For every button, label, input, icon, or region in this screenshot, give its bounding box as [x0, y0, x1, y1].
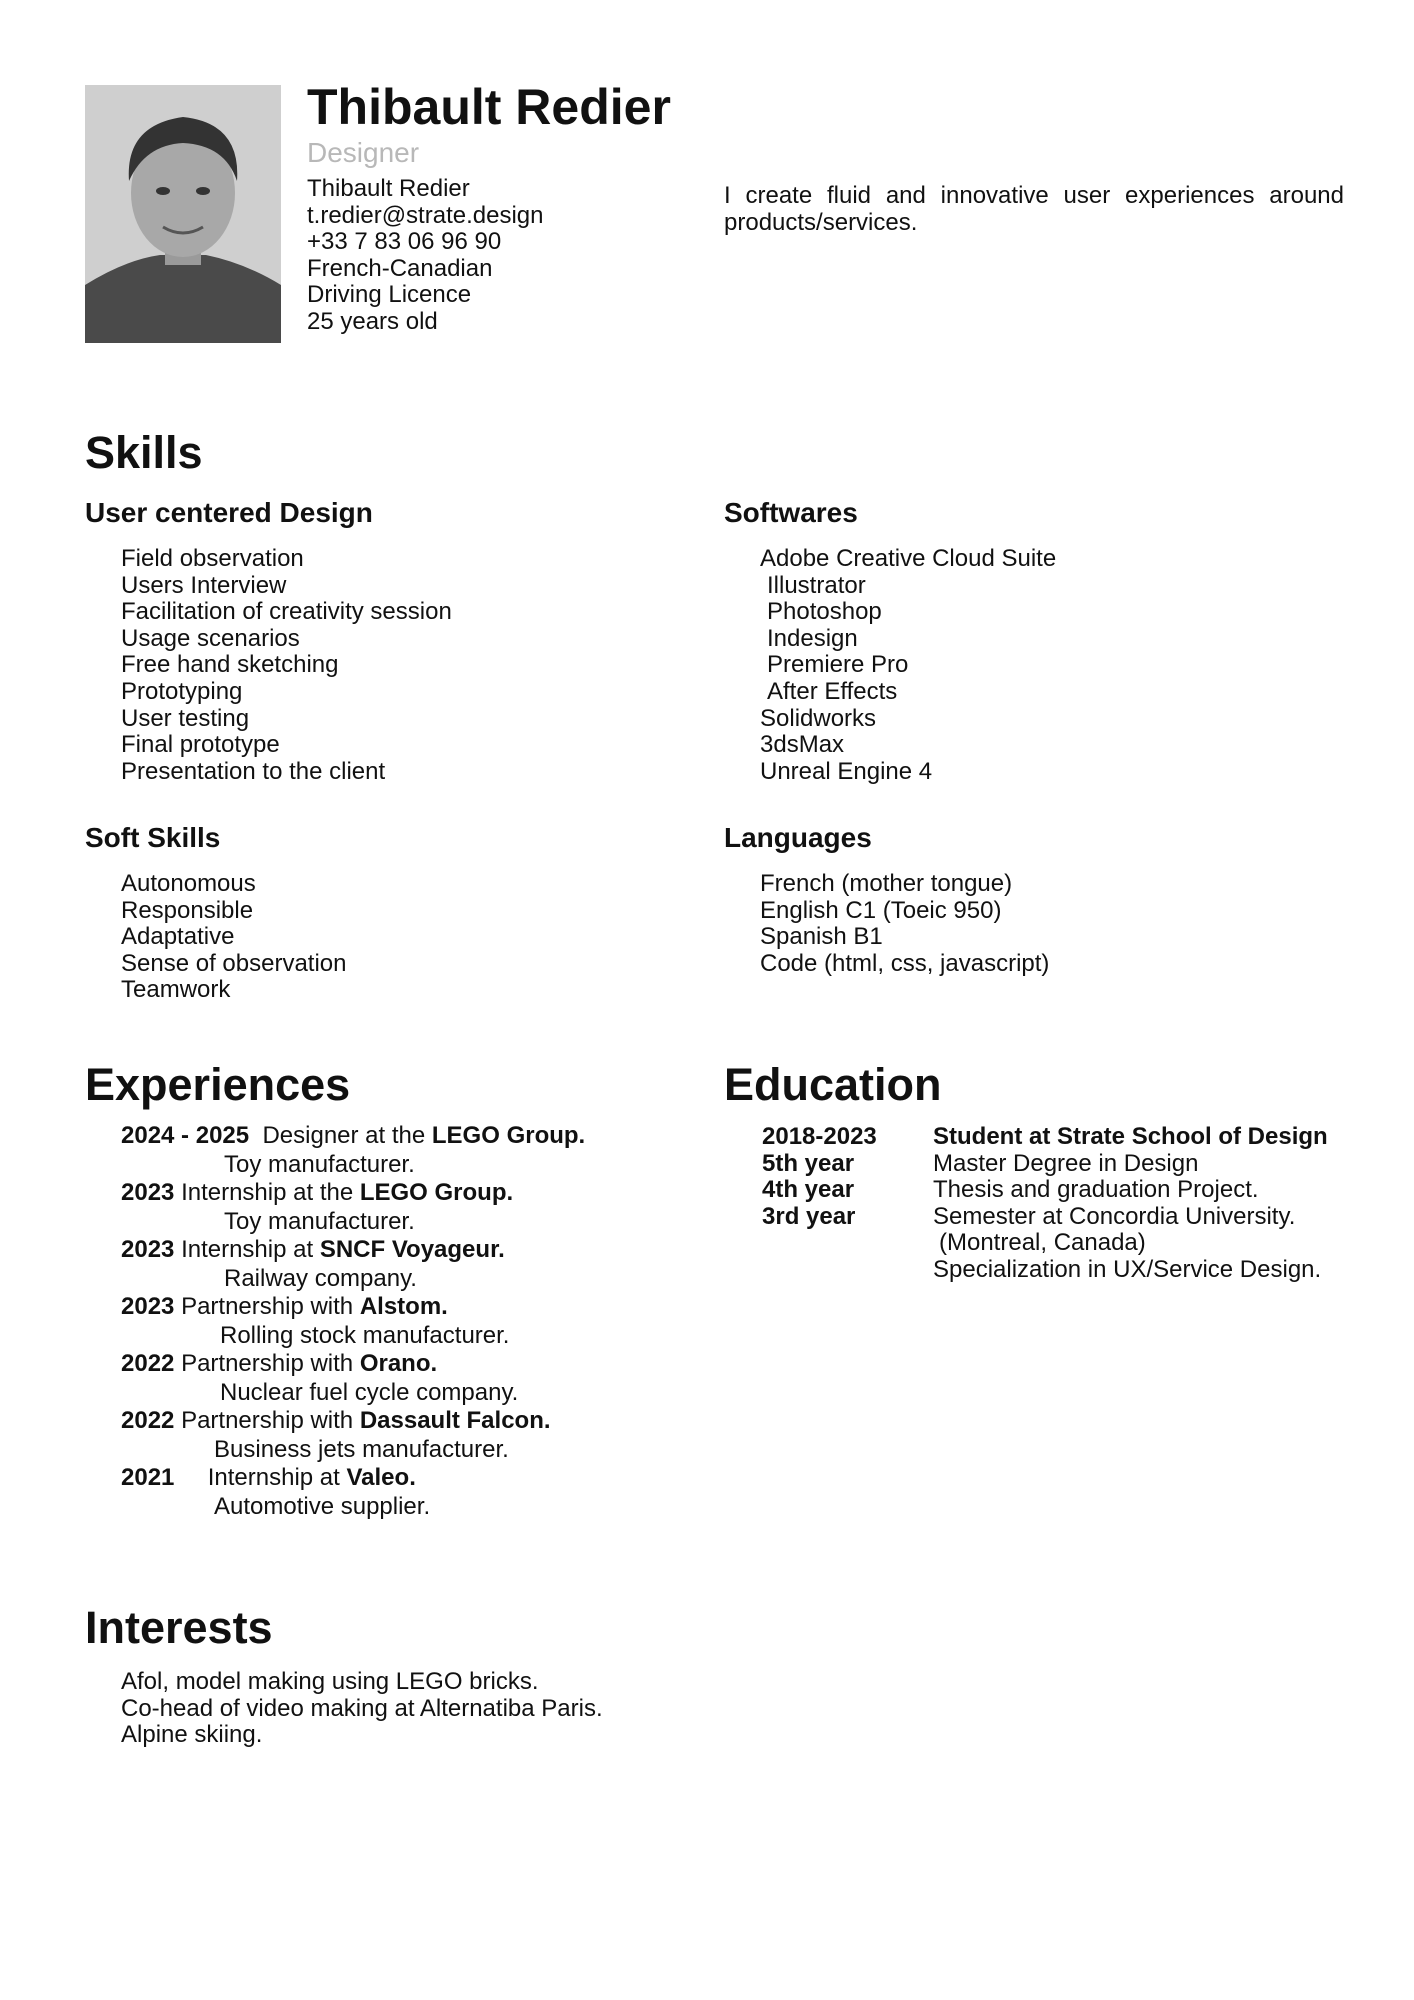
- experience-org: SNCF Voyageur.: [319, 1236, 505, 1263]
- education-details: [933, 1124, 1353, 1284]
- experience-item: [121, 1236, 585, 1293]
- experience-org: Dassault Falcon.: [359, 1407, 551, 1434]
- list-item: Teamwork: [121, 976, 231, 1004]
- list-item: Unreal Engine 4: [760, 757, 933, 785]
- education-line: Student at Strate School of Design: [933, 1123, 1328, 1150]
- list-item: Spanish B1: [760, 923, 883, 951]
- experience-text: Partnership with: [181, 1350, 360, 1377]
- experience-item: [121, 1350, 585, 1407]
- soft-skills-heading: Soft Skills: [85, 822, 221, 853]
- contact-email[interactable]: t.redier@strate.design: [307, 201, 544, 229]
- list-item: Photoshop: [767, 598, 882, 626]
- list-item: Adaptative: [121, 923, 235, 951]
- experience-desc: Rolling stock manufacturer.: [220, 1321, 510, 1349]
- list-item: Facilitation of creativity session: [121, 598, 452, 626]
- education-year: 4th year: [762, 1176, 855, 1204]
- list-item: Code (html, css, javascript): [760, 949, 1050, 977]
- person-role: Designer: [307, 137, 420, 168]
- interests-list: [121, 1669, 603, 1749]
- experiences-list: [121, 1122, 585, 1521]
- experience-desc: Automotive supplier.: [214, 1492, 431, 1520]
- experience-item: [121, 1122, 585, 1179]
- softwares-list: [760, 546, 1056, 785]
- list-item: Alpine skiing.: [121, 1721, 263, 1749]
- experience-org: Orano.: [359, 1350, 438, 1377]
- interests-heading: Interests: [85, 1602, 273, 1653]
- experience-org: LEGO Group.: [431, 1122, 586, 1149]
- list-item: Users Interview: [121, 571, 287, 599]
- experience-year: 2022: [121, 1350, 175, 1377]
- education-year: 2018-2023: [762, 1123, 877, 1150]
- list-item: Final prototype: [121, 731, 280, 759]
- list-item: Presentation to the client: [121, 757, 386, 785]
- portrait-image: [85, 85, 281, 343]
- experience-org: Valeo.: [346, 1464, 416, 1491]
- experience-text: Internship at: [207, 1464, 347, 1491]
- profile-photo: [85, 85, 281, 343]
- experience-year: 2023: [121, 1236, 175, 1263]
- list-item: Sense of observation: [121, 949, 347, 977]
- contact-name: Thibault Redier: [307, 175, 470, 202]
- list-item: Solidworks: [760, 704, 877, 732]
- experience-org: Alstom.: [359, 1293, 448, 1320]
- experience-desc: Toy manufacturer.: [224, 1150, 415, 1178]
- experience-item: [121, 1407, 585, 1464]
- contact-phone[interactable]: +33 7 83 06 96 90: [307, 228, 502, 256]
- soft-skills-list: [121, 871, 346, 1004]
- list-item: Afol, model making using LEGO bricks.: [121, 1668, 539, 1695]
- list-item: 3dsMax: [760, 731, 845, 759]
- experience-year: 2023: [121, 1179, 175, 1206]
- education-line: Specialization in UX/Service Design.: [933, 1255, 1322, 1283]
- languages-list: [760, 871, 1049, 977]
- person-name: Thibault Redier: [307, 79, 671, 135]
- experience-text: Internship at the: [181, 1179, 360, 1206]
- list-item: Responsible: [121, 896, 254, 924]
- contact-age: 25 years old: [307, 307, 438, 335]
- list-item: Indesign: [767, 624, 858, 652]
- education-year: 5th year: [762, 1149, 855, 1177]
- list-item: French (mother tongue): [760, 870, 1013, 897]
- list-item: Prototyping: [121, 677, 243, 705]
- list-item: Illustrator: [767, 571, 866, 599]
- education-line: (Montreal, Canada): [939, 1229, 1146, 1257]
- experience-org: LEGO Group.: [359, 1179, 514, 1206]
- experience-desc: Business jets manufacturer.: [214, 1435, 509, 1463]
- experience-desc: Toy manufacturer.: [224, 1207, 415, 1235]
- experience-year: 2024 - 2025: [121, 1122, 250, 1149]
- contact-licence: Driving Licence: [307, 281, 472, 309]
- list-item: Premiere Pro: [767, 651, 909, 679]
- list-item: After Effects: [767, 677, 898, 705]
- list-item: Free hand sketching: [121, 651, 339, 679]
- list-item: Co-head of video making at Alternatiba Paris.: [121, 1694, 603, 1722]
- experience-text: Designer at the: [262, 1122, 432, 1149]
- education-line: Thesis and graduation Project.: [933, 1176, 1259, 1204]
- list-item: Autonomous: [121, 870, 256, 897]
- experience-year: 2023: [121, 1293, 175, 1320]
- experience-text: Partnership with: [181, 1293, 360, 1320]
- list-item: Field observation: [121, 545, 304, 572]
- experience-desc: Nuclear fuel cycle company.: [220, 1378, 519, 1406]
- experience-item: [121, 1293, 585, 1350]
- experiences-heading: Experiences: [85, 1059, 351, 1110]
- experience-item: [121, 1464, 585, 1521]
- education-line: Master Degree in Design: [933, 1149, 1199, 1177]
- contact-info: [307, 176, 543, 336]
- list-item: English C1 (Toeic 950): [760, 896, 1002, 924]
- experience-text: Partnership with: [181, 1407, 360, 1434]
- experience-text: Internship at: [181, 1236, 320, 1263]
- softwares-heading: Softwares: [724, 497, 858, 528]
- ucd-heading: User centered Design: [85, 497, 373, 528]
- experience-year: 2021: [121, 1464, 175, 1491]
- skills-heading: Skills: [85, 427, 203, 478]
- list-item: Usage scenarios: [121, 624, 300, 652]
- education-line: Semester at Concordia University.: [933, 1202, 1296, 1230]
- experience-item: [121, 1179, 585, 1236]
- experience-year: 2022: [121, 1407, 175, 1434]
- languages-heading: Languages: [724, 822, 872, 853]
- education-heading: Education: [724, 1059, 942, 1110]
- ucd-list: [121, 546, 452, 785]
- bio-text: I create fluid and innovative user experiences around products/services.: [724, 182, 1344, 236]
- education-years: [762, 1124, 912, 1230]
- list-item: User testing: [121, 704, 250, 732]
- list-item: Adobe Creative Cloud Suite: [760, 545, 1057, 572]
- experience-desc: Railway company.: [224, 1264, 417, 1292]
- education-year: 3rd year: [762, 1202, 856, 1230]
- contact-nationality: French-Canadian: [307, 254, 493, 282]
